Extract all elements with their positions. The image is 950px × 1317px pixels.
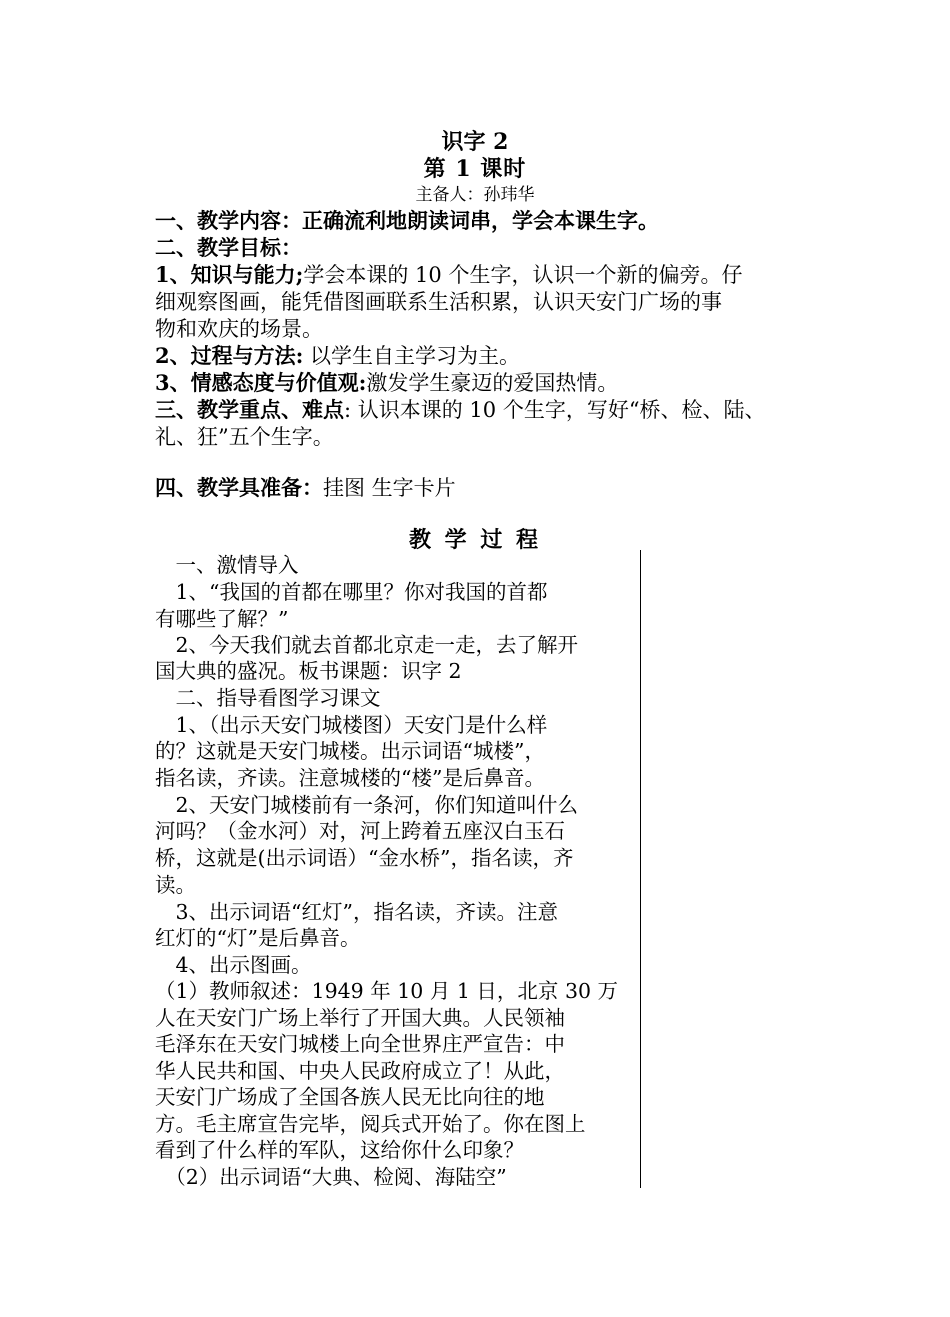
teaching-content-label: 一、教学内容： <box>155 208 302 233</box>
process-heading: 教 学 过 程 <box>409 527 541 553</box>
teaching-aids <box>155 474 456 502</box>
process-line: 有哪些了解？” <box>155 607 289 631</box>
process-line: 读。 <box>155 873 196 897</box>
process-line: （2）出示词语“大典、检阅、海陆空” <box>155 1165 507 1189</box>
teaching-goals-label: 二、教学目标： <box>155 235 302 260</box>
process-line: 人在天安门广场上举行了开国大典。人民领袖 <box>155 1006 565 1030</box>
goal-3 <box>155 369 618 397</box>
process-line: 一、激情导入 <box>155 553 299 577</box>
goal-1-label: 1、知识与能力; <box>155 262 304 287</box>
process-line: 1、“我国的首都在哪里？你对我国的首都 <box>155 580 548 604</box>
process-line: （1）教师叙述：1949 年 10 月 1 日，北京 30 万 <box>155 979 619 1003</box>
process-line: 毛泽东在天安门城楼上向全世界庄严宣告：中 <box>155 1032 565 1056</box>
process-line: 1、（出示天安门城楼图）天安门是什么样 <box>155 713 548 737</box>
goal-2 <box>155 342 520 370</box>
process-line: 的？这就是天安门城楼。出示词语“城楼”， <box>155 739 545 763</box>
teaching-content <box>155 207 659 235</box>
process-line: 二、指导看图学习课文 <box>155 686 381 710</box>
process-line: 3、出示词语“红灯”，指名读，齐读。注意 <box>155 900 559 924</box>
goal-3-text: 激发学生豪迈的爱国热情。 <box>366 371 619 395</box>
process-line: 河吗？（金水河）对，河上跨着五座汉白玉石 <box>155 819 565 843</box>
goal-1-line-1 <box>155 261 742 289</box>
column-divider <box>640 550 641 1188</box>
process-line: 2、今天我们就去首都北京走一走，去了解开 <box>155 633 579 657</box>
lesson-period: 第 1 课时 <box>423 156 527 182</box>
teaching-aids-text: 挂图 生字卡片 <box>323 476 456 500</box>
teaching-aids-label: 四、教学具准备： <box>155 475 323 500</box>
process-line: 指名读，齐读。注意城楼的“楼”是后鼻音。 <box>155 766 545 790</box>
process-line: 4、出示图画。 <box>155 953 312 977</box>
process-line: 桥，这就是(出示词语）“金水桥”，指名读，齐 <box>155 846 574 870</box>
lesson-title: 识字 2 <box>441 129 509 155</box>
key-points-line-2: 礼、狂”五个生字。 <box>155 425 334 449</box>
process-line: 华人民共和国、中央人民政府成立了！从此， <box>155 1059 565 1083</box>
process-column <box>155 548 633 1188</box>
goal-2-text: 以学生自主学习为主。 <box>303 344 521 368</box>
goal-1-line-3: 物和欢庆的场景。 <box>155 317 323 341</box>
preparer: 主备人：孙玮华 <box>415 185 535 205</box>
process-line: 方。毛主席宣告完毕，阅兵式开始了。你在图上 <box>155 1112 586 1136</box>
process-line: 2、天安门城楼前有一条河，你们知道叫什么 <box>155 793 579 817</box>
teaching-content-text: 正确流利地朗读词串，学会本课生字。 <box>302 208 659 233</box>
process-line: 天安门广场成了全国各族人民无比向往的地 <box>155 1085 545 1109</box>
process-line: 国大典的盛况。板书课题：识字 2 <box>155 659 462 683</box>
goal-3-label: 3、情感态度与价值观: <box>155 370 367 395</box>
goal-1-text: 学会本课的 10 个生字，认识一个新的偏旁。仔 <box>303 263 743 287</box>
key-points-line-1 <box>155 396 766 424</box>
key-points-text: : 认识本课的 10 个生字，写好“桥、检、陆、 <box>344 398 766 422</box>
process-line: 红灯的“灯”是后鼻音。 <box>155 926 361 950</box>
goal-1-line-2: 细观察图画，能凭借图画联系生活积累，认识天安门广场的事 <box>155 290 722 314</box>
goal-2-label: 2、过程与方法: <box>155 343 304 368</box>
process-line: 看到了什么样的军队，这给你什么印象？ <box>155 1138 524 1162</box>
key-points-label: 三、教学重点、难点 <box>155 397 344 422</box>
